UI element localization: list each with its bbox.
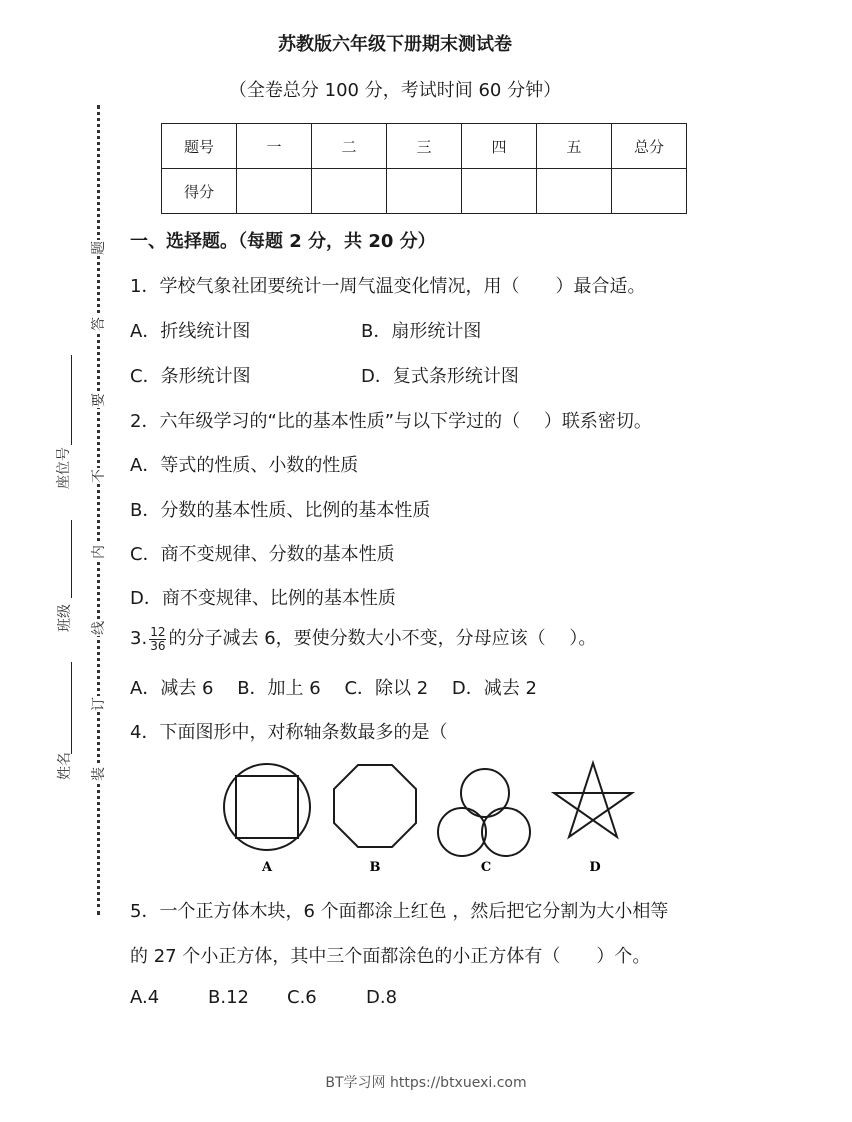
question-4-stem: 4．下面图形中，对称轴条数最多的是（ [130,722,448,743]
margin-char: 线 [88,620,108,636]
question-2-option-d: D．商不变规律、比例的基本性质 [130,588,396,609]
score-cell [537,169,612,214]
question-5-stem-line-2: 的 27 个小正方体，其中三个面都涂色的小正方体有（ ）个。 [130,946,651,967]
score-header-cell: 总分 [612,124,687,169]
score-header-cell: 五 [537,124,612,169]
figure-b-label: B [369,860,381,875]
margin-char: 装 [88,766,108,782]
section-heading: 一、选择题。（每题 2 分，共 20 分） [130,231,436,252]
class-label: 班级 [57,604,73,632]
score-header-cell: 一 [237,124,312,169]
figure-a-circle-square [224,764,310,850]
margin-char: 不 [88,468,108,484]
figure-b-octagon [334,765,416,847]
score-header-cell: 三 [387,124,462,169]
figure-c-label: C [480,860,492,875]
score-header-cell: 题号 [162,124,237,169]
fraction-denominator: 36 [150,638,166,653]
figure-d-star [554,763,632,837]
class-line [71,520,72,598]
question-2-option-b: B．分数的基本性质、比例的基本性质 [130,500,431,521]
figure-d-label: D [589,860,601,875]
score-row-label: 得分 [162,169,237,214]
question-5-option-d: D.8 [366,987,398,1008]
symmetry-figures [215,755,655,880]
name-label: 姓名 [57,752,73,780]
score-header-cell: 二 [312,124,387,169]
margin-char: 题 [88,240,108,256]
page-subtitle: （全卷总分 100 分，考试时间 60 分钟） [228,80,562,101]
question-3-options: A．减去 6 B．加上 6 C．除以 2 D．减去 2 [130,678,537,699]
margin-char: 订 [88,696,108,712]
figure-c-three-circles [438,769,530,856]
question-1-stem: 1．学校气象社团要统计一周气温变化情况，用（ ）最合适。 [130,276,646,297]
seat-number-line [71,355,72,445]
question-3-text: 的分子减去 6，要使分数大小不变，分母应该（ ）。 [168,628,597,649]
score-cell [387,169,462,214]
score-cell [612,169,687,214]
page-title: 苏教版六年级下册期末测试卷 [278,34,512,55]
footer-watermark-link[interactable]: BT学习网 https://btxuexi.com [325,1075,527,1091]
question-2-option-c: C．商不变规律、分数的基本性质 [130,544,395,565]
question-5-option-c: C.6 [287,987,317,1008]
question-2-stem: 2．六年级学习的“比的基本性质”与以下学过的（ ）联系密切。 [130,411,652,432]
margin-char: 答 [88,316,108,332]
margin-char: 要 [88,392,108,408]
question-5-stem-line-1: 5．一个正方体木块，6 个面都涂上红色 ，然后把它分割为大小相等 [130,901,669,922]
score-cell [312,169,387,214]
score-header-cell: 四 [462,124,537,169]
question-1-option-c: C．条形统计图 [130,366,251,387]
margin-char: 内 [88,544,108,560]
question-1-option-b: B．扇形统计图 [361,321,482,342]
question-5-option-b: B.12 [208,987,249,1008]
fraction-numerator: 12 [150,624,166,639]
figure-a-label: A [261,860,273,875]
name-line [71,662,72,754]
question-3-prefix: 3. [130,628,148,649]
fraction [149,626,166,653]
score-cell [462,169,537,214]
question-1-option-d: D．复式条形统计图 [361,366,519,387]
question-2-option-a: A．等式的性质、小数的性质 [130,455,359,476]
question-5-option-a: A.4 [130,987,160,1008]
score-table-score-row [162,169,687,214]
score-table [161,123,687,214]
binding-dotted-line [97,105,100,915]
question-3-stem [130,624,596,653]
score-cell [237,169,312,214]
score-table-header-row [162,124,687,169]
question-1-option-a: A．折线统计图 [130,321,251,342]
seat-number-label: 座位号 [56,447,72,489]
